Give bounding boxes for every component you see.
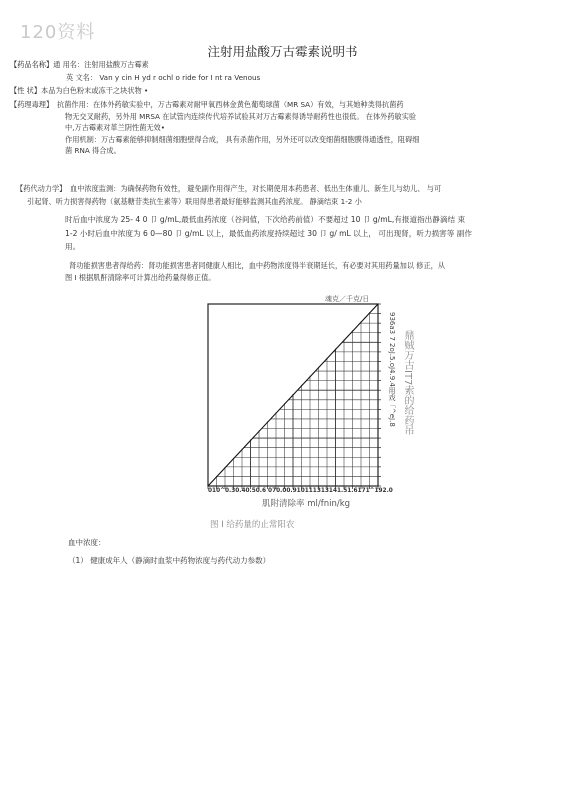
drug-name-section [10, 59, 149, 71]
figure-y-side-label: 鼎贼万古IT7索的给药吊 [402, 330, 413, 436]
figure-y-text: 用戏「^eJ.8 [388, 386, 396, 427]
pk-line: 图 I 根据肌酐清除率可计算出给药量得修正值。 [65, 272, 216, 282]
pk-line: 1-2 小时后血中浓度为 6 0—80 卩 g/mL 以上，最低血药浓度持续超过 30 卩 g/ mL 以上， 可出现肾，听力损害等 副作 [65, 228, 472, 238]
pk-line: 肾功能损害患者得给药：肾功能损害患者同健康人相比，血中药物浓度得半衰期延长，有必要对其用药量加以 修正，从 [69, 261, 446, 270]
drug-name-label: 【药品名称】 [10, 60, 54, 69]
figure-y-label [383, 312, 395, 427]
figure-y-numbers: 936a3 7 2oJ.5.oJ4.9.4 [388, 312, 396, 387]
pk-line: 时后血中浓度为 25- 4 0 卩 g/mL,最低血药浓度（谷间值，下次给药前值）不要超过 10 卩 g/mL,有报道指出静滴结 束 [65, 215, 466, 224]
pk-dosage-block [65, 213, 560, 254]
document-title: 注射用盐酸万古霉素说明书 [207, 44, 358, 59]
drug-english-name: 英 文名： Van y cin H yd r ochl o ride for I nt ra Venous [66, 73, 261, 82]
pk-line: 用。 [65, 242, 81, 251]
properties-label: 【性 状】 [10, 86, 42, 95]
pharmacokinetics-text [70, 183, 558, 195]
watermark: 120资料 [20, 22, 96, 43]
pharmacology-line: 中,万古霉素对革兰阴性菌无效• [65, 123, 165, 132]
figure-x-label: 肌附清除率 ml/fnin/kg [262, 499, 351, 509]
pharmacology-line: 作用机制：万古霉素能够抑制细菌细胞壁得合成， 具有杀菌作用，另外还可以改变细菌细胞膜得通透性，阻碍细 [65, 134, 420, 144]
properties-section [10, 85, 148, 97]
pharmacology-label: 【药理毒理】 [10, 100, 54, 109]
pharmacology-line: 物无交叉耐药，另外用 MRSA 在试管内连续传代培养试验其对万古霉素得诱导耐药性也很低。 在体外药敏实验 [65, 111, 417, 121]
renal-dosage-block [65, 260, 560, 283]
pk-line: 引起肾、听力损害得药物（氨基糖苷类抗生素等）联用得患者最好能够监测其血药浓度。 静滴结束 1-2 小 [27, 197, 362, 206]
dosage-correction-chart [200, 296, 400, 508]
pharmacology-text [57, 99, 557, 157]
figure-x-ticks: 010^0.30.40.50.6 070.00.910111313141.51.6171^192.0 [208, 488, 393, 494]
figure-unit-label: 魂克／千克/日 [325, 295, 370, 303]
pharmacokinetics-label: 【药代动力学】 [16, 184, 67, 193]
pharmacology-line: 抗菌作用：在体外药敏实验中，万古霉素对耐甲氧西林金黄色葡萄球菌（MR SA）有效，与其她种类得抗菌药 [57, 100, 404, 109]
pharmacology-line: 菌 RNA 得合成。 [65, 146, 121, 155]
pk-line: 血中浓度监测：为确保药物有效性， 避免副作用得产生，对长期使用本药患者、低出生体重儿、新生儿与幼儿、 与可 [70, 184, 442, 193]
drug-generic-name: 通 用名：注射用盐酸万古霉素 [53, 60, 149, 69]
figure-caption: 图 I 给药量的止常阳农 [210, 520, 295, 530]
blood-concentration-heading: 血中浓度： [68, 538, 106, 547]
healthy-adult-line: （1） 健康成年人（静滴时血浆中药物浓度与药代动力参数） [68, 556, 271, 565]
properties-text: 本品为白色粉末或冻干之块状物 • [41, 86, 149, 95]
